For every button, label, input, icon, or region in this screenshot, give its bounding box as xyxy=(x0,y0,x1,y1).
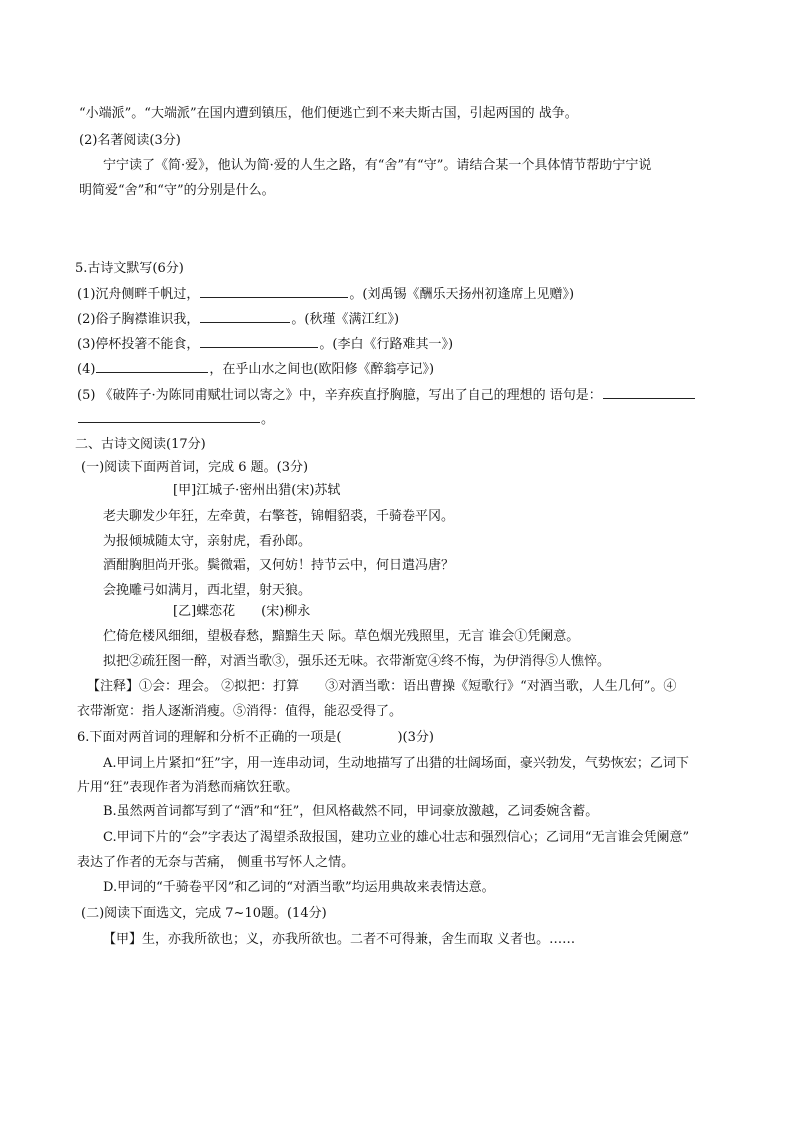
q4-2-question-line1: 宁宁读了《简·爱》，他认为简·爱的人生之路，有“舍”有“守”。请结合某一个具体情节帮助宁宁说 xyxy=(103,158,652,173)
q5-item3-blank[interactable] xyxy=(200,333,318,348)
q6-option-a-line1: A.甲词上片紧扣“狂”字，用一连串动词，生动地描写了出猎的壮阔场面，豪兴勃发，气势恢宏；乙词下 xyxy=(103,756,689,771)
passage-a-start: 【甲】生，亦我所欲也；义，亦我所欲也。二者不可得兼，舍生而取 义者也。…… xyxy=(103,932,576,947)
q5-item5-blank-b-line[interactable] xyxy=(78,408,260,423)
q5-item4-source: ，在乎山水之间也(欧阳修《醉翁亭记》) xyxy=(209,362,435,377)
q5-item5 xyxy=(0,384,793,405)
poem-a-line: 老夫聊发少年狂，左牵黄，右擎苍，锦帽貂裘，千骑卷平冈。 xyxy=(103,509,455,524)
q5-heading: 5.古诗文默写(6分) xyxy=(75,261,184,276)
intro-tail-text: “小端派”。“大端派”在国内遭到镇压，他们便逃亡到不来夫斯古国，引起两国的 战争。 xyxy=(79,106,578,121)
q4-2-question-line2: 明简爱“舍”和“守”的分别是什么。 xyxy=(79,183,275,198)
q6-stem-text: 6.下面对两首词的理解和分析不正确的一项是( xyxy=(77,730,342,745)
q5-item5-prompt: (5) 《破阵子·为陈同甫赋壮词以寄之》中，辛弃疾直抒胸臆，写出了自己的理想的 语句是： xyxy=(77,388,602,403)
part2-heading: (二)阅读下面选文，完成 7~10题。(14分) xyxy=(81,906,327,921)
q5-item1-prompt: (1)沉舟侧畔千帆过， xyxy=(77,287,200,302)
q6-option-c-line1: C.甲词下片的“会”字表达了渴望杀敌报国，建功立业的雄心壮志和强烈信心；乙词用“无言谁会凭阑意” xyxy=(103,830,690,845)
q6-stem-end: )(3分) xyxy=(397,730,434,745)
q6-option-c-line2: 表达了作者的无奈与苦痛， 侧重书写怀人之情。 xyxy=(77,855,355,870)
poem-a-line: 为报倾城随太守，亲射虎，看孙郎。 xyxy=(103,534,312,549)
q5-item2 xyxy=(0,308,793,329)
q4-2-heading: (2)名著阅读(3分) xyxy=(79,133,181,148)
notes-line2: 衣带渐宽：指人逐渐消瘦。⑤消得：值得，能忍受得了。 xyxy=(77,704,403,719)
q6-stem xyxy=(0,729,793,747)
q5-item2-source: 。(秋瑾《满江红》) xyxy=(291,312,400,327)
poem-a-title: [甲]江城子·密州出猎(宋)苏轼 xyxy=(173,483,341,498)
section2-heading: 二、古诗文阅读(17分) xyxy=(75,437,206,452)
q5-item3 xyxy=(0,333,793,354)
q5-item4-prompt: (4) xyxy=(77,362,96,377)
q6-option-a-line2: 片用“狂”表现作者为消愁而痛饮狂歌。 xyxy=(77,780,299,795)
poem-b-line: 伫倚危楼风细细，望极春愁，黯黯生天 际。草色烟光残照里，无言 谁会①凭阑意。 xyxy=(103,629,580,644)
q5-item5-blank-a[interactable] xyxy=(603,384,695,399)
q5-item1 xyxy=(0,283,793,304)
part1-heading: (一)阅读下面两首词，完成 6 题。(3分) xyxy=(81,460,309,475)
q5-item3-prompt: (3)停杯投箸不能食， xyxy=(77,337,200,352)
q5-item5-end: 。 xyxy=(261,412,275,427)
q5-item1-blank[interactable] xyxy=(200,283,348,298)
q5-item3-source: 。(李白《行路难其一》) xyxy=(319,337,454,352)
q5-item2-blank[interactable] xyxy=(200,308,290,323)
q5-item4-blank[interactable] xyxy=(96,358,208,373)
q5-item2-prompt: (2)俗子胸襟谁识我， xyxy=(77,312,200,327)
poem-b-title: [乙]蝶恋花 (宋)柳永 xyxy=(173,604,311,619)
q5-item1-source: 。(刘禹锡《酬乐天扬州初逢席上见赠》) xyxy=(349,287,575,302)
poem-b-line: 拟把②疏狂图一醉，对酒当歌③，强乐还无味。衣带渐宽④终不悔，为伊消得⑤人憔悴。 xyxy=(103,654,611,669)
q5-item4 xyxy=(0,358,793,379)
q6-option-d: D.甲词的“千骑卷平冈”和乙词的“对酒当歌”均运用典故来表情达意。 xyxy=(103,880,495,895)
q6-option-b: B.虽然两首词都写到了“酒”和“狂”，但风格截然不同，甲词豪放激越，乙词委婉含蓄。 xyxy=(103,804,599,819)
notes-line1: 【注释】①会：理会。 ②拟把：打算 ③对酒当歌：语出曹操《短歌行》“对酒当歌，人生几何”。④ xyxy=(87,679,677,694)
poem-a-line: 酒酣胸胆尚开张。鬓微霜，又何妨！持节云中，何日遣冯唐？ xyxy=(103,558,455,573)
poem-a-line: 会挽雕弓如满月，西北望，射天狼。 xyxy=(103,583,312,598)
